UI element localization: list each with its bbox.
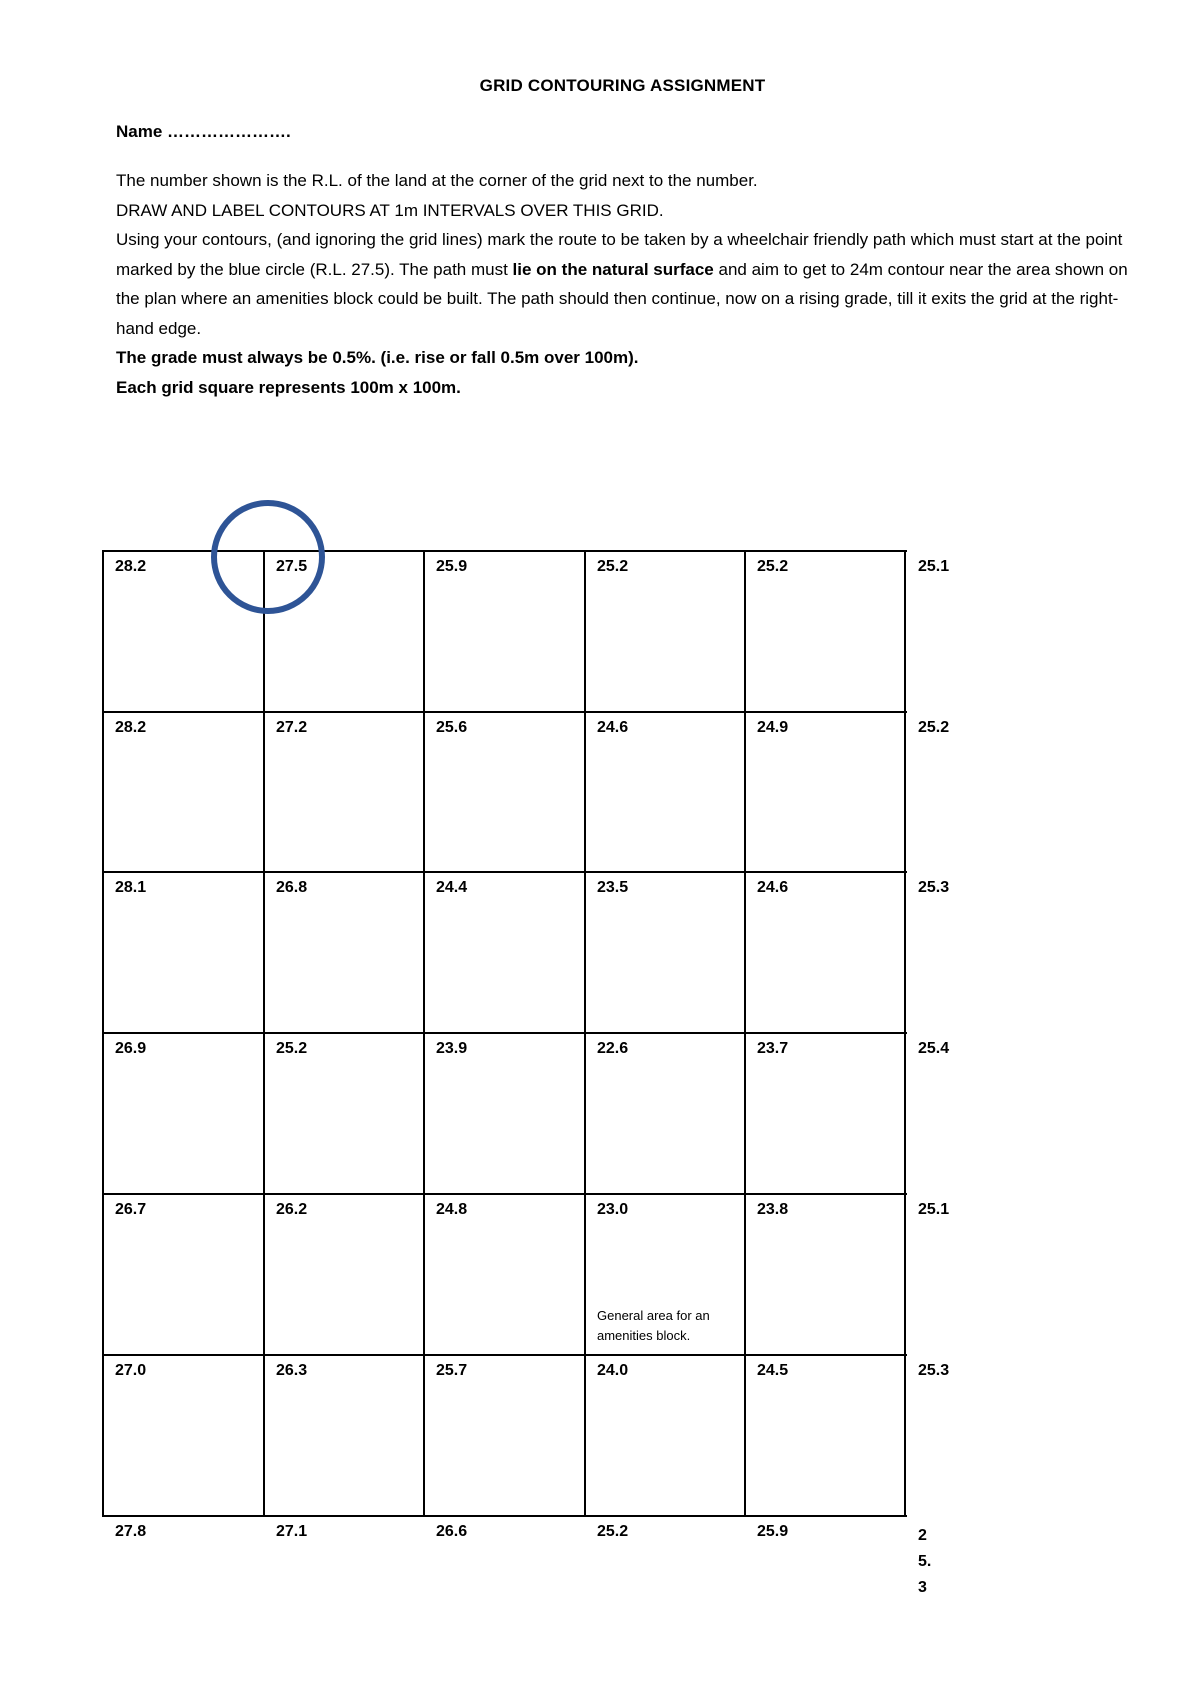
reduced-level-label: 27.0 (115, 1362, 147, 1379)
grid-line-vertical (263, 550, 265, 1517)
reduced-level-label: 26.2 (276, 1201, 308, 1218)
reduced-level-label: 25.9 (436, 558, 468, 575)
grid-line-vertical (102, 550, 104, 1517)
reduced-level-label: 25.6 (436, 719, 468, 736)
reduced-level-label: 26.3 (276, 1362, 308, 1379)
grid-line-vertical (584, 550, 586, 1517)
grid-line-horizontal (103, 1193, 907, 1195)
reduced-level-label: 25.3 (918, 1527, 932, 1596)
reduced-level-label: 28.1 (115, 879, 147, 896)
grid-line-horizontal (103, 1354, 907, 1356)
instruction-line-3-part-a: Using your contours, (and ignoring the grid lines) mark the route to be taken by a wheelchair friendly path which must start at the point marked by the blue circle (R.L. 27.5). The path must (116, 230, 1123, 279)
grid-line-vertical (904, 550, 906, 1517)
page-title: GRID CONTOURING ASSIGNMENT (479, 76, 766, 95)
reduced-level-label: 25.2 (757, 558, 789, 575)
grid-line-horizontal (103, 871, 907, 873)
reduced-level-label: 27.5 (276, 558, 308, 575)
reduced-level-label: 24.4 (436, 879, 468, 896)
grid-line-horizontal (103, 711, 907, 713)
reduced-level-label: 24.5 (757, 1362, 789, 1379)
reduced-level-label: 23.0 (597, 1201, 629, 1218)
instruction-line-3-part-c: and aim to get to 24m contour near the area shown on the plan where an amenities block could be built. The path should then continue, now on a rising grade, till it exits the grid at the right-hand edge. (116, 259, 1128, 338)
reduced-level-label: 25.2 (597, 1523, 629, 1540)
reduced-level-label: 27.2 (276, 719, 308, 736)
reduced-level-label: 23.5 (597, 879, 629, 896)
instruction-line-1: The number shown is the R.L. of the land at the corner of the grid next to the number. (116, 171, 758, 190)
grid-line-horizontal (103, 1515, 907, 1517)
start-point-circle (211, 500, 325, 614)
reduced-level-label: 26.9 (115, 1040, 147, 1057)
reduced-level-label: 25.1 (918, 1201, 950, 1218)
reduced-level-label: 26.6 (436, 1523, 468, 1540)
reduced-level-label: 25.4 (918, 1040, 950, 1057)
reduced-level-label: 28.2 (115, 719, 147, 736)
reduced-level-label: 27.1 (276, 1523, 308, 1540)
instruction-line-3-emphasis: lie on the natural surface (512, 259, 714, 279)
instruction-grade: The grade must always be 0.5%. (i.e. rise or fall 0.5m over 100m). (116, 348, 639, 367)
reduced-level-label: 23.8 (757, 1201, 789, 1218)
reduced-level-label: 25.1 (918, 558, 950, 575)
reduced-level-label: 26.7 (115, 1201, 147, 1218)
reduced-level-label: 27.8 (115, 1523, 147, 1540)
instruction-scale: Each grid square represents 100m x 100m. (116, 377, 461, 397)
reduced-level-label: 24.9 (757, 719, 789, 736)
reduced-level-label: 25.2 (918, 719, 950, 736)
grid-line-vertical (744, 550, 746, 1517)
reduced-level-label: 23.7 (757, 1040, 789, 1057)
reduced-level-label: 25.7 (436, 1362, 468, 1379)
reduced-level-label: 25.9 (757, 1523, 789, 1540)
reduced-level-label: 25.2 (276, 1040, 308, 1057)
reduced-level-label: 25.2 (597, 558, 629, 575)
grid-line-horizontal (103, 1032, 907, 1034)
reduced-level-label: 24.8 (436, 1201, 468, 1218)
instruction-line-2: DRAW AND LABEL CONTOURS AT 1m INTERVALS OVER THIS GRID. (116, 200, 664, 220)
reduced-level-label: 22.6 (597, 1040, 629, 1057)
reduced-level-label: 24.6 (757, 879, 789, 896)
reduced-level-label: 28.2 (115, 558, 147, 575)
amenities-note: General area for an amenities block. (597, 1308, 710, 1343)
name-field-label: Name …………………. (116, 122, 291, 141)
reduced-level-label: 25.3 (918, 879, 950, 896)
reduced-level-label: 24.6 (597, 719, 629, 736)
reduced-level-label: 24.0 (597, 1362, 629, 1379)
reduced-level-label: 26.8 (276, 879, 308, 896)
reduced-level-label: 23.9 (436, 1040, 468, 1057)
grid-line-vertical (423, 550, 425, 1517)
reduced-level-label: 25.3 (918, 1362, 950, 1379)
